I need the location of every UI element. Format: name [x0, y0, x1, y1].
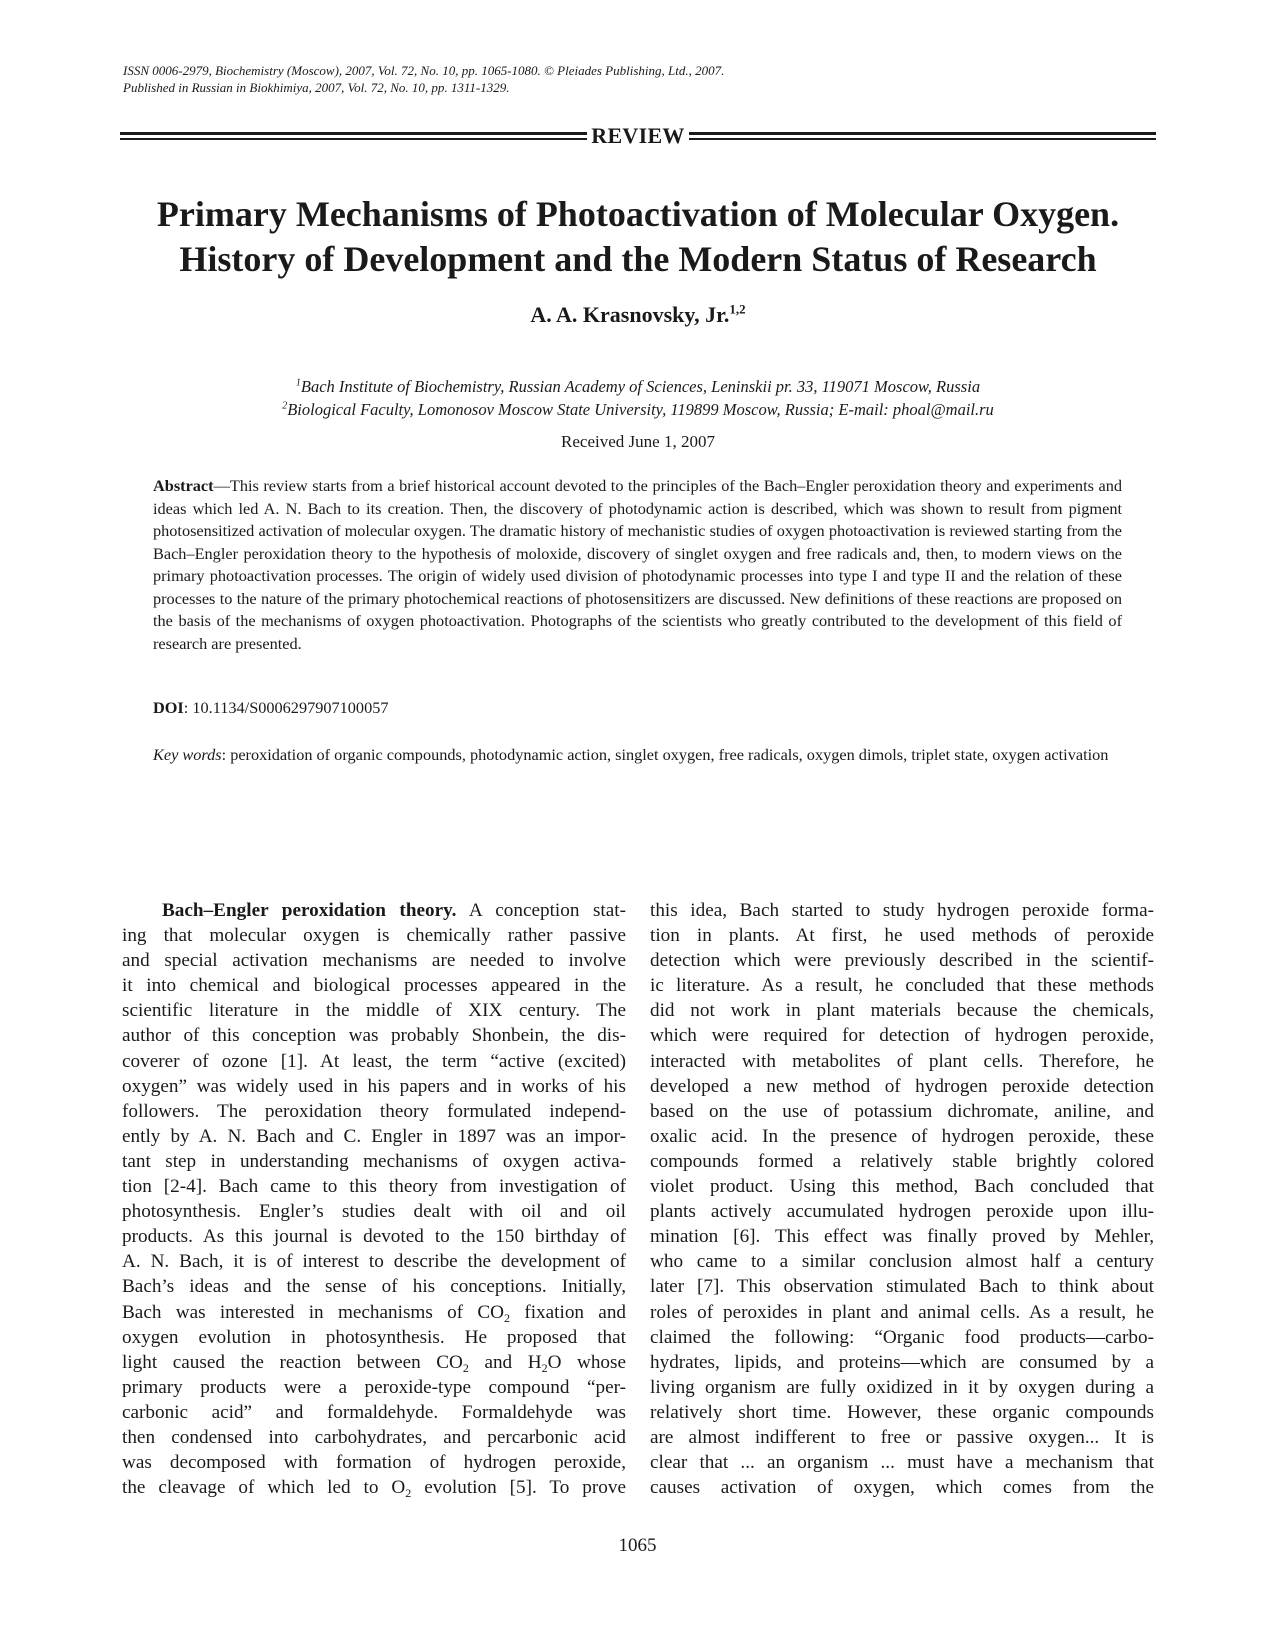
text-line: causes activation of oxygen, which comes from the	[650, 1477, 1154, 1499]
text-line: tant step in understanding mechanisms of oxygen activa-	[122, 1150, 626, 1172]
text-line: then condensed into carbohydrates, and percarbonic acid	[122, 1426, 626, 1448]
text-line: followers. The peroxidation theory formulated independ-	[122, 1100, 626, 1122]
published-line: Published in Russian in Biokhimiya, 2007, Vol. 72, No. 10, pp. 1311-1329.	[123, 80, 510, 95]
text-line: clear that ... an organism ... must have a mechanism that	[650, 1452, 1154, 1474]
text-line: A. N. Bach, it is of interest to describe the development of	[122, 1251, 626, 1273]
keywords	[153, 744, 1122, 767]
text-line: tion [2-4]. Bach came to this theory from investigation of	[122, 1176, 626, 1198]
text-line: ing that molecular oxygen is chemically rather passive	[122, 925, 626, 947]
text-line: based on the use of potassium dichromate, aniline, and	[650, 1100, 1154, 1122]
doi	[153, 698, 1122, 718]
affiliation-2-text: Biological Faculty, Lomonosov Moscow State University, 119899 Moscow, Russia; E-mail: phoal@mail.ru	[287, 400, 994, 419]
affiliation-1-text: Bach Institute of Biochemistry, Russian Academy of Sciences, Leninskii pr. 33, 119071 Moscow, Russia	[300, 377, 981, 396]
text-line: are almost indifferent to free or passive oxygen... It is	[650, 1426, 1154, 1448]
affiliation-2	[120, 398, 1156, 421]
doi-label: DOI	[153, 698, 184, 717]
text-line: which were required for detection of hydrogen peroxide,	[650, 1025, 1154, 1047]
text-line: interacted with metabolites of plant cells. Therefore, he	[650, 1050, 1154, 1072]
text-line: this idea, Bach started to study hydrogen peroxide forma-	[650, 900, 1154, 921]
text-line: oxalic acid. In the presence of hydrogen peroxide, these	[650, 1125, 1154, 1147]
text-line: detection which were previously described in the scientif-	[650, 950, 1154, 972]
keywords-label: Key words	[153, 745, 222, 764]
rule-line-right	[689, 132, 1156, 140]
text-line: ently by A. N. Bach and C. Engler in 1897 was an impor-	[122, 1125, 626, 1147]
text-line: later [7]. This observation stimulated Bach to think about	[650, 1276, 1154, 1298]
text-line: coverer of ozone [1]. At least, the term “active (excited)	[122, 1050, 626, 1072]
text-line: did not work in plant materials because the chemicals,	[650, 1000, 1154, 1022]
text-line: relatively short time. However, these organic compounds	[650, 1401, 1154, 1423]
text-line: and special activation mechanisms are needed to involve	[122, 950, 626, 972]
page-number: 1065	[618, 1535, 657, 1556]
title-line-2: History of Development and the Modern Status of Research	[179, 239, 1097, 279]
section-heading: Bach–Engler peroxidation theory.	[162, 900, 457, 921]
section-rule	[120, 124, 1156, 148]
text-line: oxygen” was widely used in his papers and in works of his	[122, 1075, 626, 1097]
author-name: A. A. Krasnovsky, Jr.	[530, 302, 730, 327]
text-line: Bach’s ideas and the sense of his conceptions. Initially,	[122, 1276, 626, 1298]
text-line: ic literature. As a result, he concluded that these methods	[650, 975, 1154, 997]
text-line: Bach–Engler peroxidation theory. A conception stat-	[162, 900, 626, 921]
journal-header	[123, 62, 1153, 96]
author	[120, 302, 1156, 328]
doi-value: : 10.1134/S0006297907100057	[183, 698, 389, 717]
received-date: Received June 1, 2007	[561, 432, 715, 451]
right-column	[650, 898, 1154, 1500]
text-line: scientific literature in the middle of XIX century. The	[122, 1000, 626, 1022]
text-line: roles of peroxides in plant and animal cells. As a result, he	[650, 1301, 1154, 1323]
text-line: developed a new method of hydrogen peroxide detection	[650, 1075, 1154, 1097]
text-line: violet product. Using this method, Bach concluded that	[650, 1176, 1154, 1198]
affiliations	[120, 375, 1156, 421]
affiliation-1	[120, 375, 1156, 398]
affiliation-2-mark: 2	[282, 400, 288, 412]
text-line: claimed the following: “Organic food products—carbo-	[650, 1326, 1154, 1348]
text-line: primary products were a peroxide-type compound “per-	[122, 1376, 626, 1398]
text-line: author of this conception was probably Shonbein, the dis-	[122, 1025, 626, 1047]
issn-line: ISSN 0006-2979, Biochemistry (Moscow), 2007, Vol. 72, No. 10, pp. 1065-1080. © Pleiades Publishing, Ltd., 2007.	[123, 63, 725, 78]
text-line: tion in plants. At first, he used methods of peroxide	[650, 925, 1154, 947]
text-line: Bach was interested in mechanisms of $CO_2$ fixation and	[122, 1301, 627, 1325]
abstract-label: Abstract	[153, 476, 214, 495]
text-line: was decomposed with formation of hydrogen peroxide,	[122, 1452, 626, 1474]
title-line-1: Primary Mechanisms of Photoactivation of Molecular Oxygen.	[156, 194, 1120, 234]
abstract-text: —This review starts from a brief historical account devoted to the principles of the Bach–Engler peroxidation theory and experiments and ideas which led A. N. Bach to its creation. Then, the discovery of photodynamic action is described, which was shown to result from pigment photosensitized activation of molecular oxygen. The dramatic history of mechanistic studies of oxygen photoactivation is reviewed starting from the Bach–Engler peroxidation theory to the hypothesis of moloxide, discovery of singlet oxygen and free radicals and, then, to modern views on the primary photoactivation processes. The origin of widely used division of photodynamic processes into type I and type II and the relation of these processes to the nature of the primary photochemical reactions of photosensitizers are discussed. New definitions of these reactions are proposed on the basis of the mechanisms of oxygen photoactivation. Photographs of the scientists who greatly contributed to the development of this field of research are presented.	[153, 476, 1122, 653]
text-line: plants actively accumulated hydrogen peroxide upon illu-	[650, 1201, 1154, 1223]
keywords-text: : peroxidation of organic compounds, photodynamic action, singlet oxygen, free radicals, oxygen dimols, triplet state, oxygen activation	[221, 745, 1109, 764]
author-affiliation-marks: 1,2	[729, 301, 746, 317]
text-line: oxygen evolution in photosynthesis. He proposed that	[122, 1326, 626, 1348]
text-line: products. As this journal is devoted to the 150 birthday of	[122, 1226, 626, 1248]
text-line: mination [6]. This effect was finally proved by Mehler,	[650, 1226, 1154, 1248]
text-line: compounds formed a relatively stable brightly colored	[650, 1150, 1154, 1172]
text-line: carbonic acid” and formaldehyde. Formaldehyde was	[122, 1401, 626, 1423]
left-column	[122, 898, 626, 1500]
text-line: who came to a similar conclusion almost half a century	[650, 1251, 1154, 1273]
text-line: living organism are fully oxidized in it by oxygen during a	[650, 1376, 1154, 1398]
text-line: the cleavage of which led to $O_2$ evolution [5]. To prove	[122, 1477, 626, 1501]
rule-line-left	[120, 132, 587, 140]
text-line: light caused the reaction between $CO_2$ and $H_2O$ whose	[122, 1351, 626, 1375]
affiliation-1-mark: 1	[295, 377, 301, 389]
article-title	[120, 192, 1156, 282]
section-label: REVIEW	[591, 123, 685, 148]
text-line: it into chemical and biological processes appeared in the	[122, 975, 626, 997]
abstract	[153, 475, 1122, 655]
text-line: photosynthesis. Engler’s studies dealt with oil and oil	[122, 1201, 626, 1223]
text-line: hydrates, lipids, and proteins—which are consumed by a	[650, 1351, 1154, 1373]
